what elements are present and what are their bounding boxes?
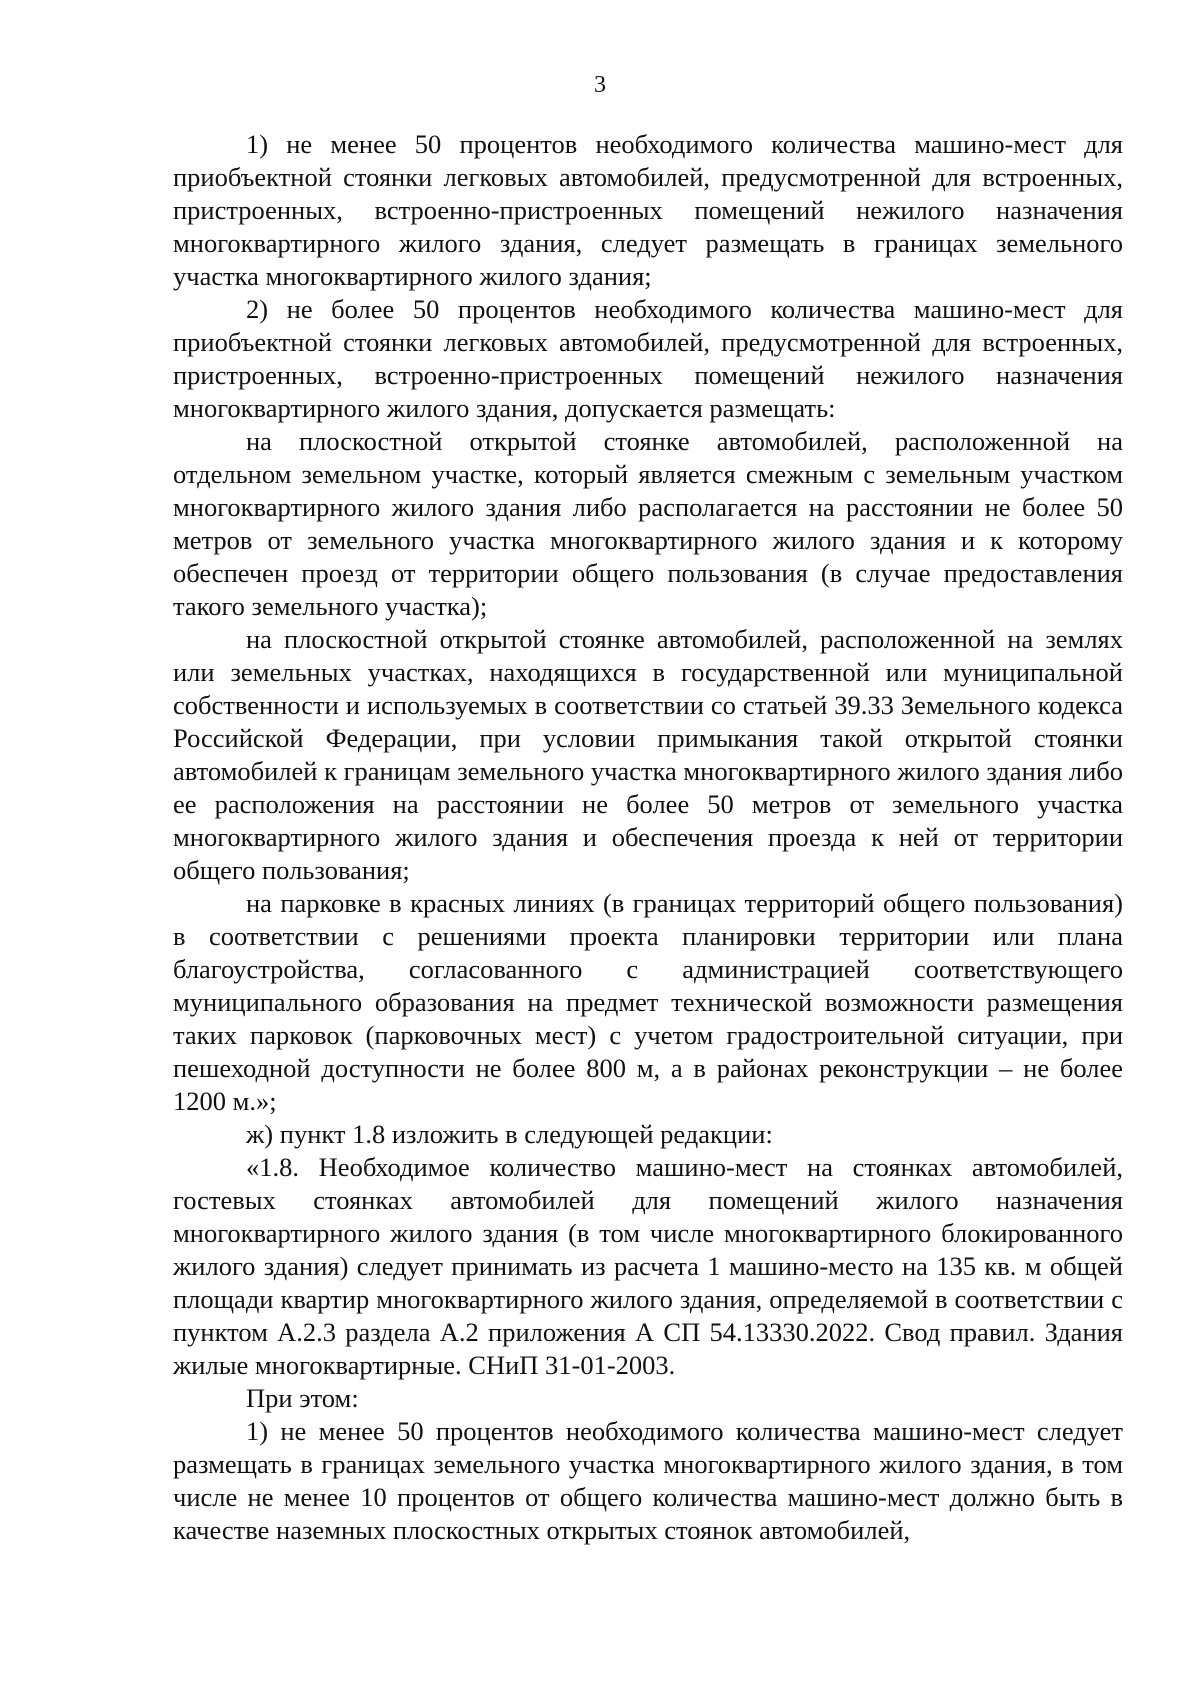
paragraph-at-the-same-time: При этом:	[246, 1383, 359, 1413]
paragraph-parking-red-lines: на парковке в красных линиях (в границах территорий общего пользования) в соответствии с решениями проекта планировки территории или плана благоустройства, согласованного с администрацией соответствующего муниципального образования на предмет технической возможности размещения таких парковок (парковочных мест) с учетом градостроительной ситуации, при пешеходной доступности не более 800 м, а в районах реконструкции – не более 1200 м.»;	[173, 888, 1123, 1116]
paragraph-clause-1-8: «1.8. Необходимое количество машино-мест на стоянках автомобилей, гостевых стоянках автомобилей для помещений жилого назначения многоквартирного жилого здания (в том числе многоквартирного блокированного жилого здания) следует принимать из расчета 1 машино-место на 135 кв. м общей площади квартир многоквартирного жилого здания, определяемой в соответствии с пунктом А.2.3 раздела А.2 приложения А СП 54.13330.2022. Свод правил. Здания жилые многоквартирные. СНиП 31-01-2003.	[173, 1152, 1123, 1380]
paragraph-item-2: 2) не более 50 процентов необходимого количества машино-мест для приобъектной стоянки легковых автомобилей, предусмотренной для встроенных, пристроенных, встроенно-пристроенных помещений нежилого назначения многоквартирного жилого здания, допускается размещать:	[173, 294, 1123, 423]
paragraph-parking-adjacent-plot: на плоскостной открытой стоянке автомобилей, расположенной на отдельном земельном участке, который является смежным с земельным участком многоквартирного жилого здания либо располагается на расстоянии не более 50 метров от земельного участка многоквартирного жилого здания и к которому обеспечен проезд от территории общего пользования (в случае предоставления такого земельного участка);	[173, 426, 1123, 621]
page-number: 3	[594, 72, 606, 98]
paragraph-subclause-zh: ж) пункт 1.8 изложить в следующей редакции:	[246, 1119, 773, 1149]
paragraph-item-1: 1) не менее 50 процентов необходимого количества машино-мест для приобъектной стоянки легковых автомобилей, предусмотренной для встроенных, пристроенных, встроенно-пристроенных помещений нежилого назначения многоквартирного жилого здания, следует размещать в границах земельного участка многоквартирного жилого здания;	[173, 129, 1123, 291]
paragraph-item-1-repeat: 1) не менее 50 процентов необходимого количества машино-мест следует размещать в границах земельного участка многоквартирного жилого здания, в том числе не менее 10 процентов от общего количества машино-мест должно быть в качестве наземных плоскостных открытых стоянок автомобилей,	[173, 1416, 1123, 1545]
paragraph-parking-municipal-land: на плоскостной открытой стоянке автомобилей, расположенной на землях или земельных участках, находящихся в государственной или муниципальной собственности и используемых в соответствии со статьей 39.33 Земельного кодекса Российской Федерации, при условии примыкания такой открытой стоянки автомобилей к границам земельного участка многоквартирного жилого здания либо ее расположения на расстоянии не более 50 метров от земельного участка многоквартирного жилого здания и обеспечения проезда к ней от территории общего пользования;	[173, 624, 1123, 885]
document-body	[173, 128, 1123, 1547]
